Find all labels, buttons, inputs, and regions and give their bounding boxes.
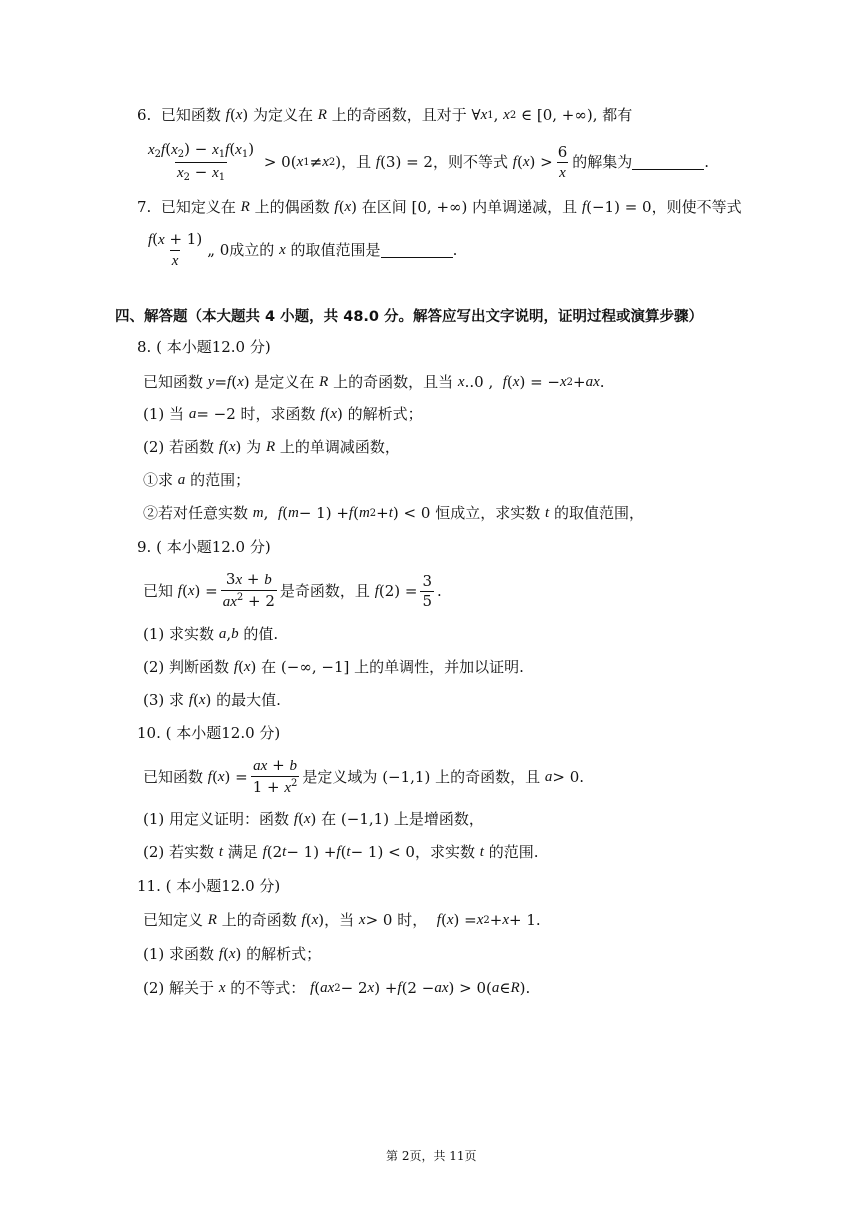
- q8-part1: (1) 当 a = −2 时，求函数 f ( x ) 的解析式；: [143, 405, 423, 423]
- q8-sub1: ①求 a 的范围；: [143, 471, 251, 489]
- q6-line2: $\frac{x_2f(x_2) - x_1f(x_1)}{x_2 - x_1}$ > 0( x 1 ≠ x 2 ) ，且 f (3) = 2 ，则不等式 f ( x ) > $\frac{6}{x}$ 的解集为 .: [148, 140, 710, 183]
- q8-sub2: ②若对任意实数 m , f ( m − 1) + f ( m 2 + t ) < 0 恒成立，求实数 t 的取值范围，: [143, 504, 644, 522]
- section-title: 四、解答题（本大题共 4 小题，共 48.0 分。解答应写出文字说明，证明过程或演算步骤）: [115, 309, 704, 325]
- q10-part2: (2) 若实数 t 满足 f (2 t − 1) + f ( t − 1) < 0 ，求实数 t 的范围.: [143, 843, 539, 861]
- q11-part2: (2) 解关于 x 的不等式： f ( ax 2 − 2 x ) + f (2 − ax ) > 0( a ∈ R ).: [143, 979, 531, 997]
- q8-part2: (2) 若函数 f ( x ) 为 R 上的单调减函数，: [143, 438, 400, 456]
- q9-part1: (1) 求实数 a , b 的值.: [143, 625, 279, 643]
- q9-header: 9. ( 本小题12.0 分): [137, 538, 271, 556]
- q8-header: 8. ( 本小题12.0 分): [137, 338, 271, 356]
- q10-stem: 已知函数 f ( x ) = $\frac{ax + b}{1 + x^2}$ 是定义域为 (−1,1) 上的奇函数，且 a > 0.: [143, 756, 585, 796]
- page-footer: 第 2页，共 11页: [386, 1149, 477, 1163]
- q7-line2: $\frac{f(x + 1)}{x}$ „ 0 成立的 x 的取值范围是 .: [148, 230, 458, 269]
- q6-line1: 6. 已知函数 f ( x ) 为定义在 R 上的奇函数，且对于 ∀ x 1 , x 2 ∈ [0, +∞), 都有: [137, 106, 633, 124]
- q7-answer-blank: [381, 243, 453, 258]
- q9-stem: 已知 f ( x ) = $\frac{3x + b}{ax^2 + 2}$ 是奇函数，且 f (2) = $\frac{3}{5}$ .: [143, 570, 442, 610]
- q7-number: 7.: [137, 198, 152, 216]
- q7-fraction: $\frac{f(x + 1)}{x}$: [148, 230, 203, 269]
- q11-stem: 已知定义 R 上的奇函数 f ( x ) ，当 x > 0 时， f ( x ) = x 2 + x + 1.: [143, 911, 541, 929]
- q8-stem: 已知函数 y = f ( x ) 是定义在 R 上的奇函数，且当 x ..0 , f ( x ) = − x 2 + ax .: [143, 373, 605, 391]
- q6-number: 6.: [137, 106, 152, 124]
- q9-part3: (3) 求 f ( x ) 的最大值.: [143, 691, 281, 709]
- q9-part2: (2) 判断函数 f ( x ) 在 (−∞, −1] 上的单调性，并加以证明.: [143, 658, 524, 676]
- q10-part1: (1) 用定义证明：函数 f ( x ) 在 (−1,1) 上是增函数，: [143, 810, 484, 828]
- q9-fraction: $\frac{3x + b}{ax^2 + 2}$: [222, 570, 275, 610]
- q7-line1: 7. 已知定义在 R 上的偶函数 f ( x ) 在区间 [0, +∞) 内单调递减，且 f (−1) = 0 ，则使不等式: [137, 198, 742, 216]
- q10-header: 10. ( 本小题12.0 分): [137, 724, 281, 742]
- q6-fraction: $\frac{x_2f(x_2) - x_1f(x_1)}{x_2 - x_1}$: [148, 140, 255, 183]
- q6-answer-blank: [632, 155, 704, 170]
- q10-fraction: $\frac{ax + b}{1 + x^2}$: [252, 756, 298, 796]
- q11-header: 11. ( 本小题12.0 分): [137, 877, 281, 895]
- q11-part1: (1) 求函数 f ( x ) 的解析式；: [143, 945, 322, 963]
